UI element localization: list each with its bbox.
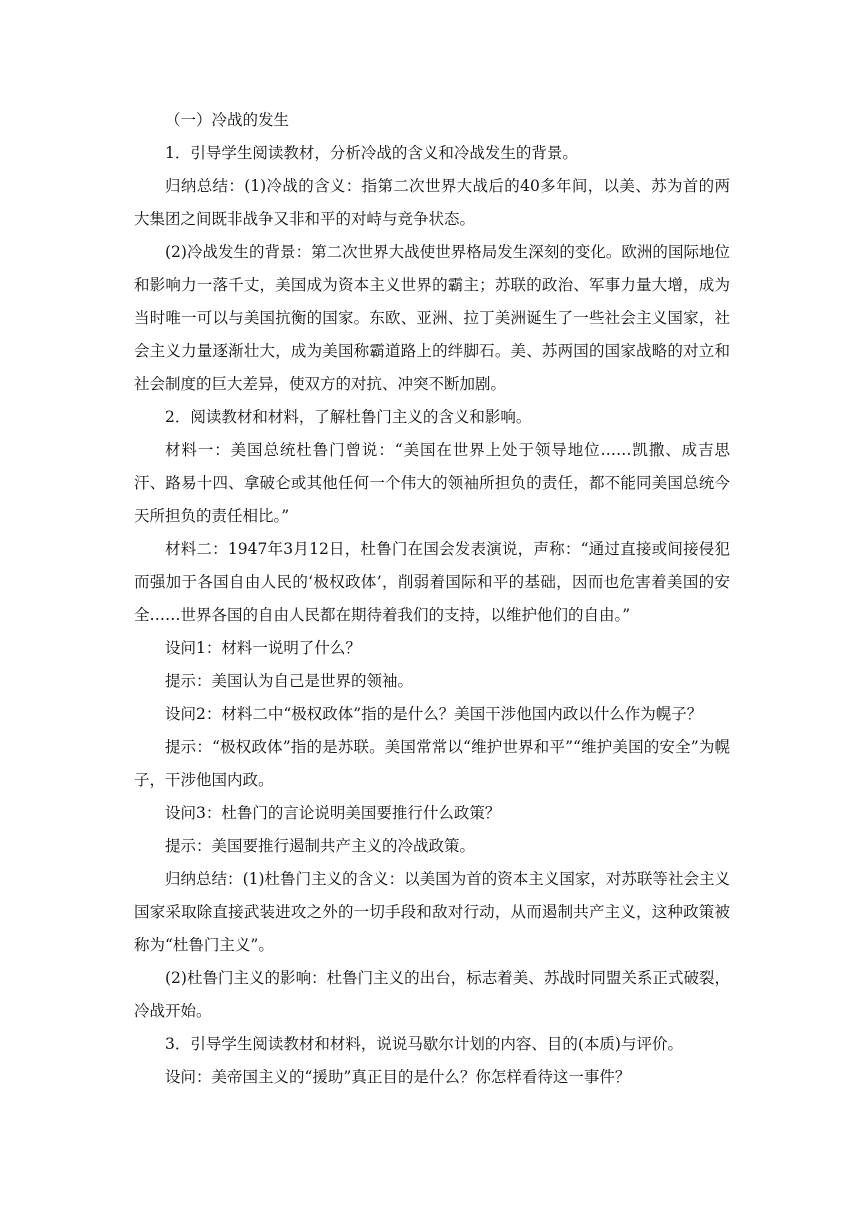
paragraph-hint-3: 提示：美国要推行遏制共产主义的冷战政策。 (165, 837, 476, 855)
paragraph-truman-impact: (2)杜鲁门主义的影响：杜鲁门主义的出台，标志着美、苏战时同盟关系正式破裂，冷战开始。 (134, 969, 730, 1020)
paragraph-question-1: 设问1：材料一说明了什么？ (165, 639, 361, 657)
document-body (134, 104, 730, 1094)
paragraph-background: (2)冷战发生的背景：第二次世界大战使世界格局发生深刻的变化。欧洲的国际地位和影响力一落千丈，美国成为资本主义世界的霸主；苏联的政治、军事力量大增，成为当时唯一可以与美国抗衡的国家。东欧、亚洲、拉丁美洲诞生了一些社会主义国家，社会主义力量逐渐壮大，成为美国称霸道路上的绊脚石。美、苏两国的国家战略的对立和社会制度的巨大差异，使双方的对抗、冲突不断加剧。 (134, 243, 730, 393)
paragraph-task-2: 2．阅读教材和材料，了解杜鲁门主义的含义和影响。 (165, 408, 532, 426)
paragraph-summary-definition: 归纳总结：(1)冷战的含义：指第二次世界大战后的40多年间，以美、苏为首的两大集团之间既非战争又非和平的对峙与竞争状态。 (134, 177, 730, 228)
paragraph-question-3: 设问3：杜鲁门的言论说明美国要推行什么政策？ (165, 804, 501, 822)
paragraph-summary-truman: 归纳总结：(1)杜鲁门主义的含义：以美国为首的资本主义国家，对苏联等社会主义国家采取除直接武装进攻之外的一切手段和敌对行动，从而遏制共产主义，这种政策被称为“杜鲁门主义”。 (134, 870, 730, 954)
paragraph-task-3: 3．引导学生阅读教材和材料，说说马歇尔计划的内容、目的(本质)与评价。 (165, 1035, 683, 1053)
paragraph-question-2: 设问2：材料二中“极权政体”指的是什么？美国干涉他国内政以什么作为幌子？ (165, 705, 703, 723)
paragraph-task-1: 1．引导学生阅读教材，分析冷战的含义和冷战发生的背景。 (165, 144, 578, 162)
paragraph-hint-2: 提示：“极权政体”指的是苏联。美国常常以“维护世界和平”“维护美国的安全”为幌子，干涉他国内政。 (134, 738, 730, 789)
paragraph-material-1: 材料一：美国总统杜鲁门曾说：“美国在世界上处于领导地位……凯撒、成吉思汗、路易十四、拿破仑或其他任何一个伟大的领袖所担负的责任，都不能同美国总统今天所担负的责任相比。” (134, 441, 730, 525)
paragraph-hint-1: 提示：美国认为自己是世界的领袖。 (165, 672, 414, 690)
section-heading: （一）冷战的发生 (165, 111, 290, 129)
paragraph-question-marshall: 设问：美帝国主义的“援助”真正目的是什么？你怎样看待这一事件？ (165, 1068, 631, 1086)
paragraph-material-2: 材料二：1947年3月12日，杜鲁门在国会发表演说，声称：“通过直接或间接侵犯而强加于各国自由人民的‘极权政体’，削弱着国际和平的基础，因而也危害着美国的安全……世界各国的自由人民都在期待着我们的支持，以维护他们的自由。” (134, 540, 730, 624)
